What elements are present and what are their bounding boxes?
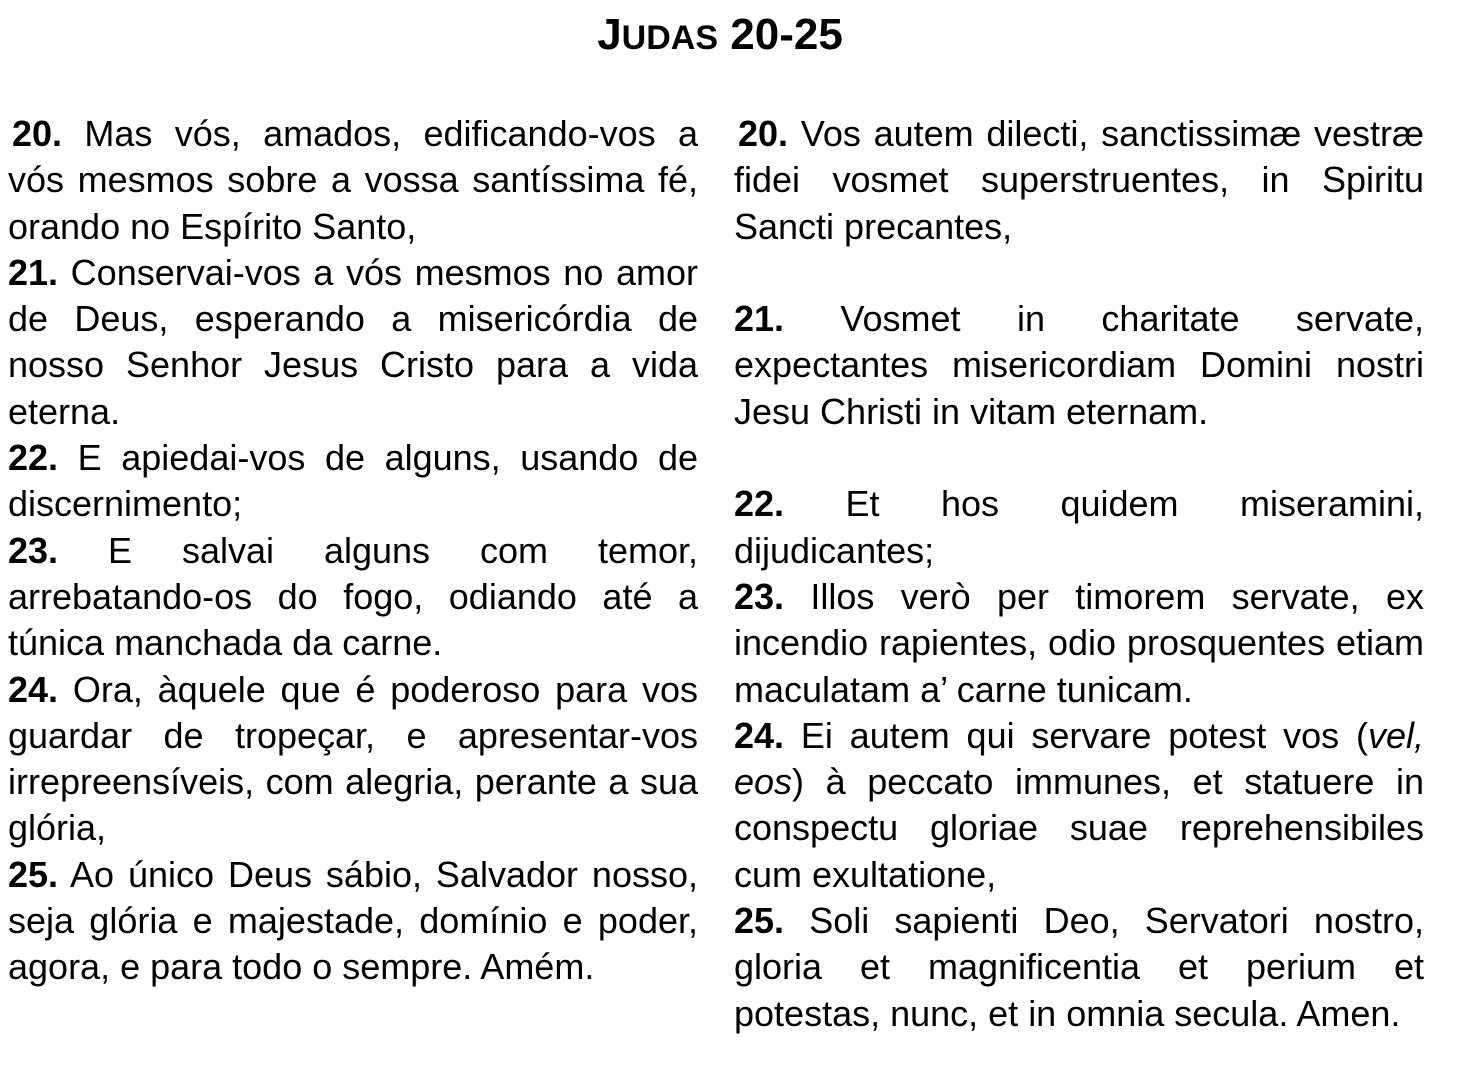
page-title	[0, 8, 1440, 65]
verse-text-italic: vel, eos	[734, 714, 1424, 803]
verse-number: 25.	[8, 853, 59, 895]
title-book-rest: UDAS	[621, 19, 719, 57]
verse-text: Vosmet in charitate servate, expectantes misericordiam Domini nostri Jesu Christi in vitam eternam.	[734, 298, 1424, 432]
verse-number: 22.	[8, 437, 59, 479]
verse-la-20	[734, 111, 1424, 250]
verse-text: E apiedai-vos de alguns, usando de discernimento;	[8, 437, 698, 525]
portuguese-column	[8, 111, 698, 991]
verse-text-before: Ei autem qui servare potest vos (	[800, 714, 1368, 756]
verse-number: 20.	[12, 113, 63, 154]
verse-text: Vos autem dilecti, sanctissimæ vestræ fidei vosmet superstruentes, in Spiritu Sancti precantes,	[734, 113, 1424, 247]
verse-text: Illos verò per timorem servate, ex incendio rapientes, odio prosquentes etiam maculatam a’ carne tunicam.	[734, 575, 1424, 710]
verse-text: Mas vós, amados, edificando-vos a vós mesmos sobre a vossa santíssima fé, orando no Espírito Santo,	[8, 113, 698, 247]
latin-column	[734, 111, 1424, 1037]
title-range: 20-25	[730, 10, 843, 59]
verse-spacer	[734, 250, 1424, 296]
verse-text: Ao único Deus sábio, Salvador nosso, seja glória e majestade, domínio e poder, agora, e para todo o sempre. Amém.	[8, 853, 698, 988]
verse-la-23	[734, 574, 1424, 713]
verse-number: 25.	[734, 900, 785, 942]
verse-la-22	[734, 481, 1424, 574]
verse-pt-24	[8, 667, 698, 852]
verse-pt-22	[8, 435, 698, 528]
verse-text: E salvai alguns com temor, arrebatando-os do fogo, odiando até a túnica manchada da carne.	[8, 529, 698, 664]
verse-text: Ora, àquele que é poderoso para vos guardar de tropeçar, e apresentar-vos irrepreensíveis, com alegria, perante a sua glória,	[8, 668, 698, 849]
verse-text: Et hos quidem miseramini, dijudicantes;	[734, 483, 1424, 571]
verse-number: 22.	[734, 483, 785, 525]
verse-text-after: ) à peccato immunes, et statuere in conspectu gloriae suae reprehensibiles cum exultatione,	[734, 761, 1424, 895]
verse-number: 23.	[8, 529, 59, 571]
verse-number: 20.	[738, 113, 789, 154]
verse-la-21	[734, 296, 1424, 435]
verse-number: 24.	[8, 668, 59, 710]
verse-number: 21.	[8, 251, 59, 293]
verse-text: Conservai-vos a vós mesmos no amor de Deus, esperando a misericórdia de nosso Senhor Jesus Cristo para a vida eterna.	[8, 251, 698, 432]
verse-spacer	[734, 435, 1424, 481]
title-book-initial: J	[597, 10, 622, 59]
verse-la-24	[734, 713, 1424, 898]
verse-number: 21.	[734, 298, 785, 340]
verse-pt-23	[8, 528, 698, 667]
verse-pt-21	[8, 250, 698, 435]
verse-pt-25	[8, 852, 698, 991]
verse-number: 23.	[734, 575, 785, 617]
verse-number: 24.	[734, 714, 785, 756]
verse-la-25	[734, 898, 1424, 1037]
verse-text: Soli sapienti Deo, Servatori nostro, gloria et magnificentia et perium et potestas, nunc, et in omnia secula. Amen.	[734, 900, 1424, 1034]
verse-pt-20	[8, 111, 698, 250]
